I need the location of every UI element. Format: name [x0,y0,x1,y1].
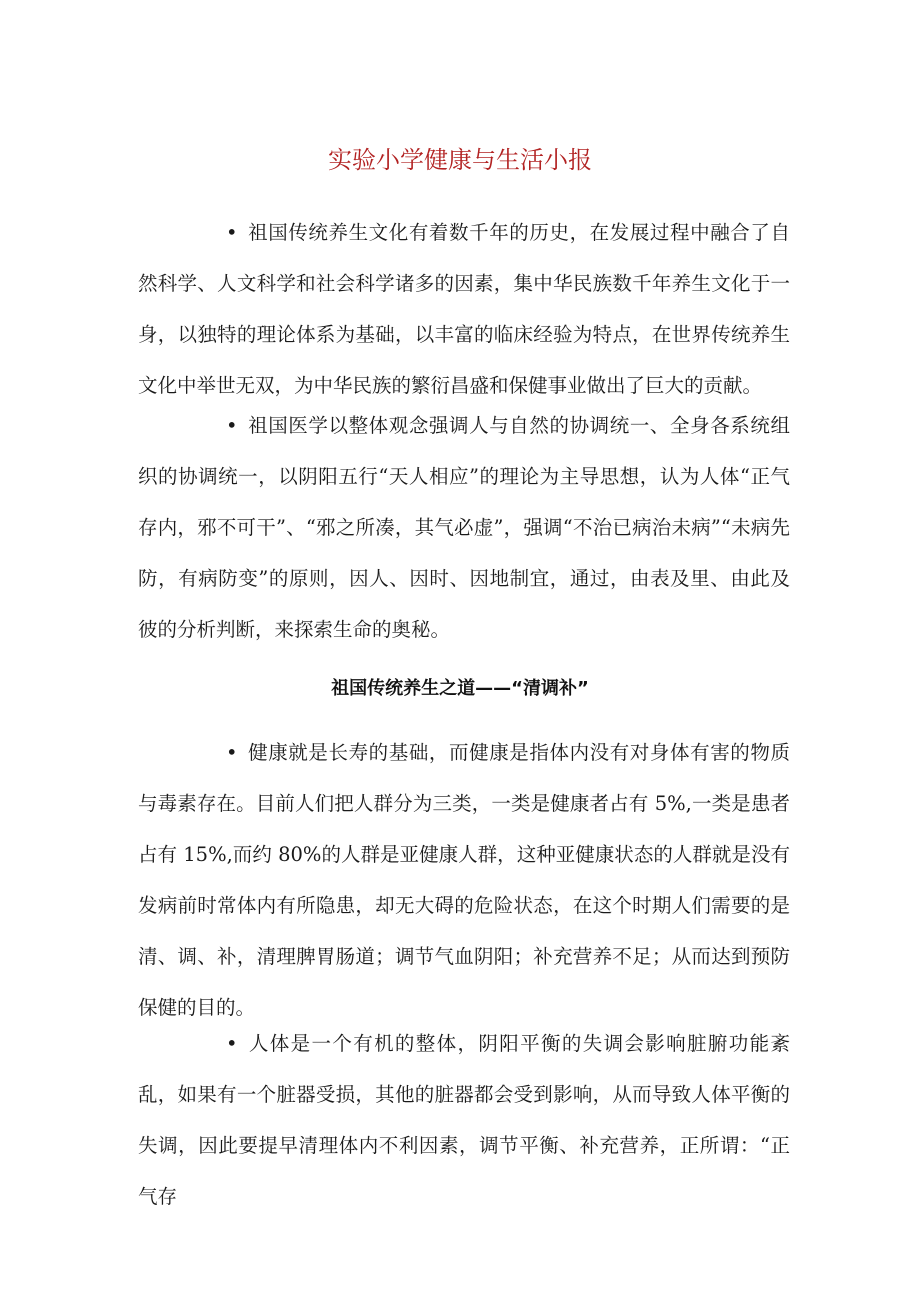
paragraph-text: 祖国医学以整体观念强调人与自然的协调统一、全身各系统组织的协调统一，以阴阳五行“天人相应”的理论为主导思想，认为人体“正气存内，邪不可干”、“邪之所凑，其气必虚”，强调“不治已病治未病”“未病先防，有病防变”的原则，因人、因时、因地制宜，通过，由表及里、由此及彼的分析判断，来探索生命的奥秘。 [138,414,790,641]
paragraph-text: 祖国传统养生文化有着数千年的历史，在发展过程中融合了自然科学、人文科学和社会科学诸多的因素，集中华民族数千年养生文化于一身，以独特的理论体系为基础，以丰富的临床经验为特点，在世界传统养生文化中举世无双，为中华民族的繁衍昌盛和保健事业做出了巨大的贡献。 [138,221,790,397]
paragraph [138,1018,790,1222]
bullet-icon: • [226,221,238,244]
section-heading: 祖国传统养生之道——“清调补” [331,678,589,699]
bullet-icon: • [226,1032,238,1055]
paragraph [138,400,790,655]
bullet-icon: • [226,741,238,764]
page-title: 实验小学健康与生活小报 [328,146,592,174]
paragraph [138,727,790,1033]
paragraph-text: 人体是一个有机的整体，阴阳平衡的失调会影响脏腑功能紊乱，如果有一个脏器受损，其他的脏器都会受到影响，从而导致人体平衡的失调，因此要提早清理体内不利因素，调节平衡、补充营养，正所谓：“正气存 [138,1032,790,1208]
bullet-icon: • [226,414,238,437]
paragraph [138,207,790,411]
paragraph-text: 健康就是长寿的基础，而健康是指体内没有对身体有害的物质与毒素存在。目前人们把人群分为三类，一类是健康者占有 5%,一类是患者占有 15%,而约 80%的人群是亚健康人群，这种亚健康状态的人群就是没有发病前时常体内有所隐患，却无大碍的危险状态，在这个时期人们需要的是清、调、补，清理脾胃肠道；调节气血阴阳；补充营养不足；从而达到预防保健的目的。 [138,741,790,1019]
